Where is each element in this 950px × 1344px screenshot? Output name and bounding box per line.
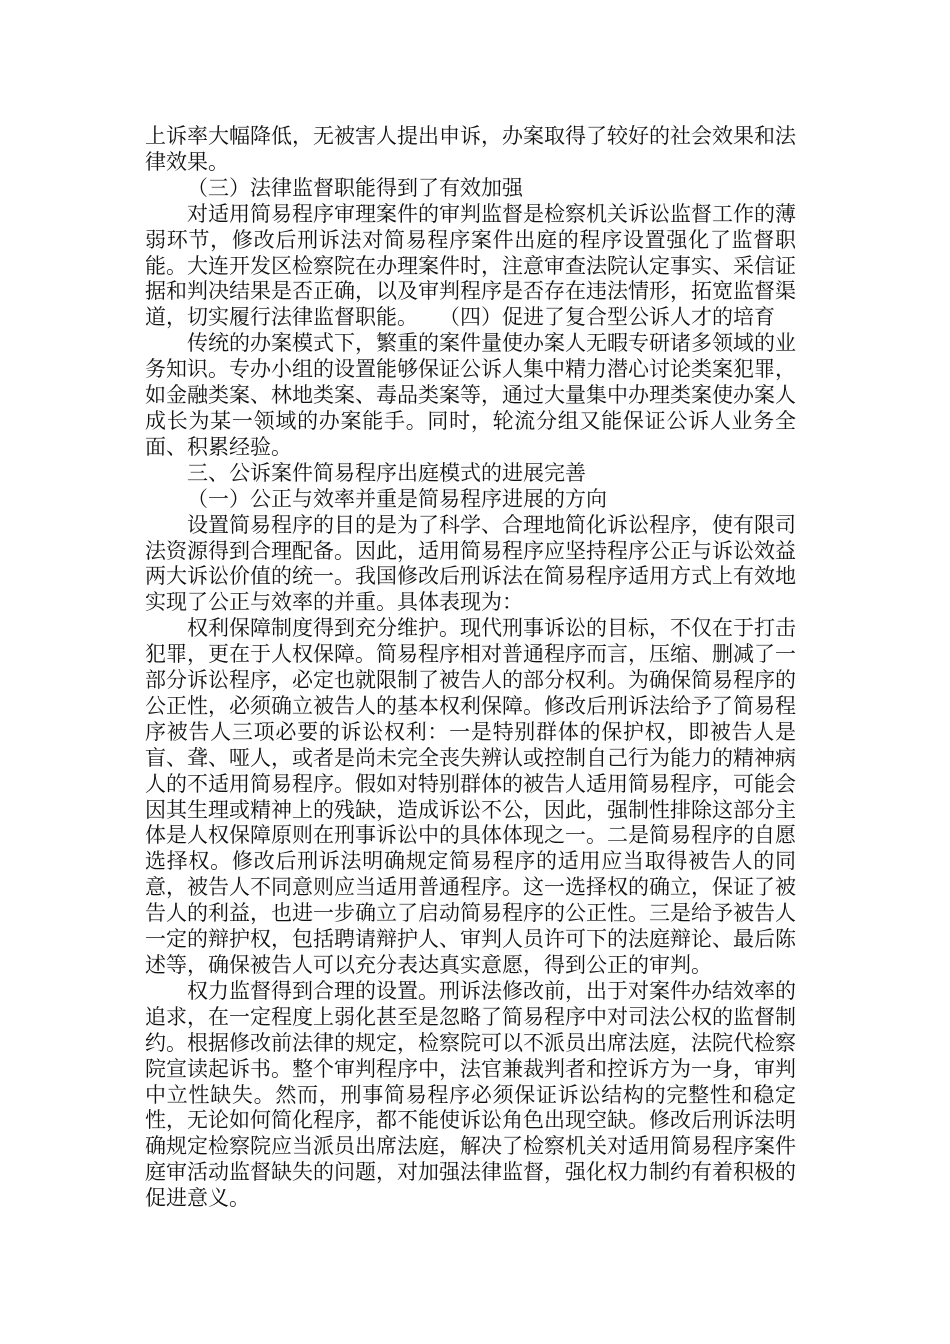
paragraph-supervision: 对适用简易程序审理案件的审判监督是检察机关诉讼监督工作的薄弱环节，修改后刑诉法对简易程序案件出庭的程序设置强化了监督职能。大连开发区检察院在办理案件时，注意审查法院认定事实、采信证据和判决结果是否正确，以及审判程序是否存在违法情形，拓宽监督渠道，切实履行法律监督职能。 （四）促进了复合型公诉人才的培育: [145, 201, 796, 330]
section-heading-1: （一）公正与效率并重是简易程序进展的方向: [187, 486, 607, 511]
paragraph-rights: 权利保障制度得到充分维护。现代刑事诉讼的目标，不仅在于打击犯罪，更在于人权保障。简易程序相对普通程序而言，压缩、删减了一部分诉讼程序，必定也就限制了被告人的部分权利。为确保简易程序的公正性，必须确立被告人的基本权利保障。修改后刑诉法给予了简易程序被告人三项必要的诉讼权利：一是特别群体的保护权，即被告人是盲、聋、哑人，或者是尚未完全丧失辨认或控制自己行为能力的精神病人的不适用简易程序。假如对特别群体的被告人适用简易程序，可能会因其生理或精神上的残缺，造成诉讼不公，因此，强制性排除这部分主体是人权保障原则在刑事诉讼中的具体体现之一。二是简易程序的自愿选择权。修改后刑诉法明确规定简易程序的适用应当取得被告人的同意，被告人不同意则应当适用普通程序。这一选择权的确立，保证了被告人的利益，也进一步确立了启动简易程序的公正性。三是给予被告人一定的辩护权，包括聘请辩护人、审判人员许可下的法庭辩论、最后陈述等，确保被告人可以充分表达真实意愿，得到公正的审判。: [145, 616, 796, 977]
paragraph-purpose: 设置简易程序的目的是为了科学、合理地简化诉讼程序，使有限司法资源得到合理配备。因此，适用简易程序应坚持程序公正与诉讼效益两大诉讼价值的统一。我国修改后刑诉法在简易程序适用方式上有效地实现了公正与效率的并重。具体表现为：: [145, 512, 796, 615]
chapter-heading-3: 三、公诉案件简易程序出庭模式的进展完善: [187, 460, 586, 485]
paragraph-continuation: 上诉率大幅降低，无被害人提出申诉，办案取得了较好的社会效果和法律效果。: [145, 124, 796, 174]
paragraph-power: 权力监督得到合理的设置。刑诉法修改前，出于对案件办结效率的追求，在一定程度上弱化甚至是忽略了简易程序中对司法公权的监督制约。根据修改前法律的规定，检察院可以不派员出席法庭，法院代检察院宣读起诉书。整个审判程序中，法官兼裁判者和控诉方为一身，审判中立性缺失。然而，刑事简易程序必须保证诉讼结构的完整性和稳定性，无论如何简化程序，都不能使诉讼角色出现空缺。修改后刑诉法明确规定检察院应当派员出席法庭，解决了检察机关对适用简易程序案件庭审活动监督缺失的问题，对加强法律监督，强化权力制约有着积极的促进意义。: [145, 978, 796, 1211]
document-body: [145, 124, 796, 1212]
section-heading-3: （三）法律监督职能得到了有效加强: [187, 175, 523, 200]
paragraph-talent: 传统的办案模式下，繁重的案件量使办案人无暇专研诸多领域的业务知识。专办小组的设置能够保证公诉人集中精力潜心讨论类案犯罪，如金融类案、林地类案、毒品类案等，通过大量集中办理类案使办案人成长为某一领域的办案能手。同时，轮流分组又能保证公诉人业务全面、积累经验。: [145, 331, 796, 459]
